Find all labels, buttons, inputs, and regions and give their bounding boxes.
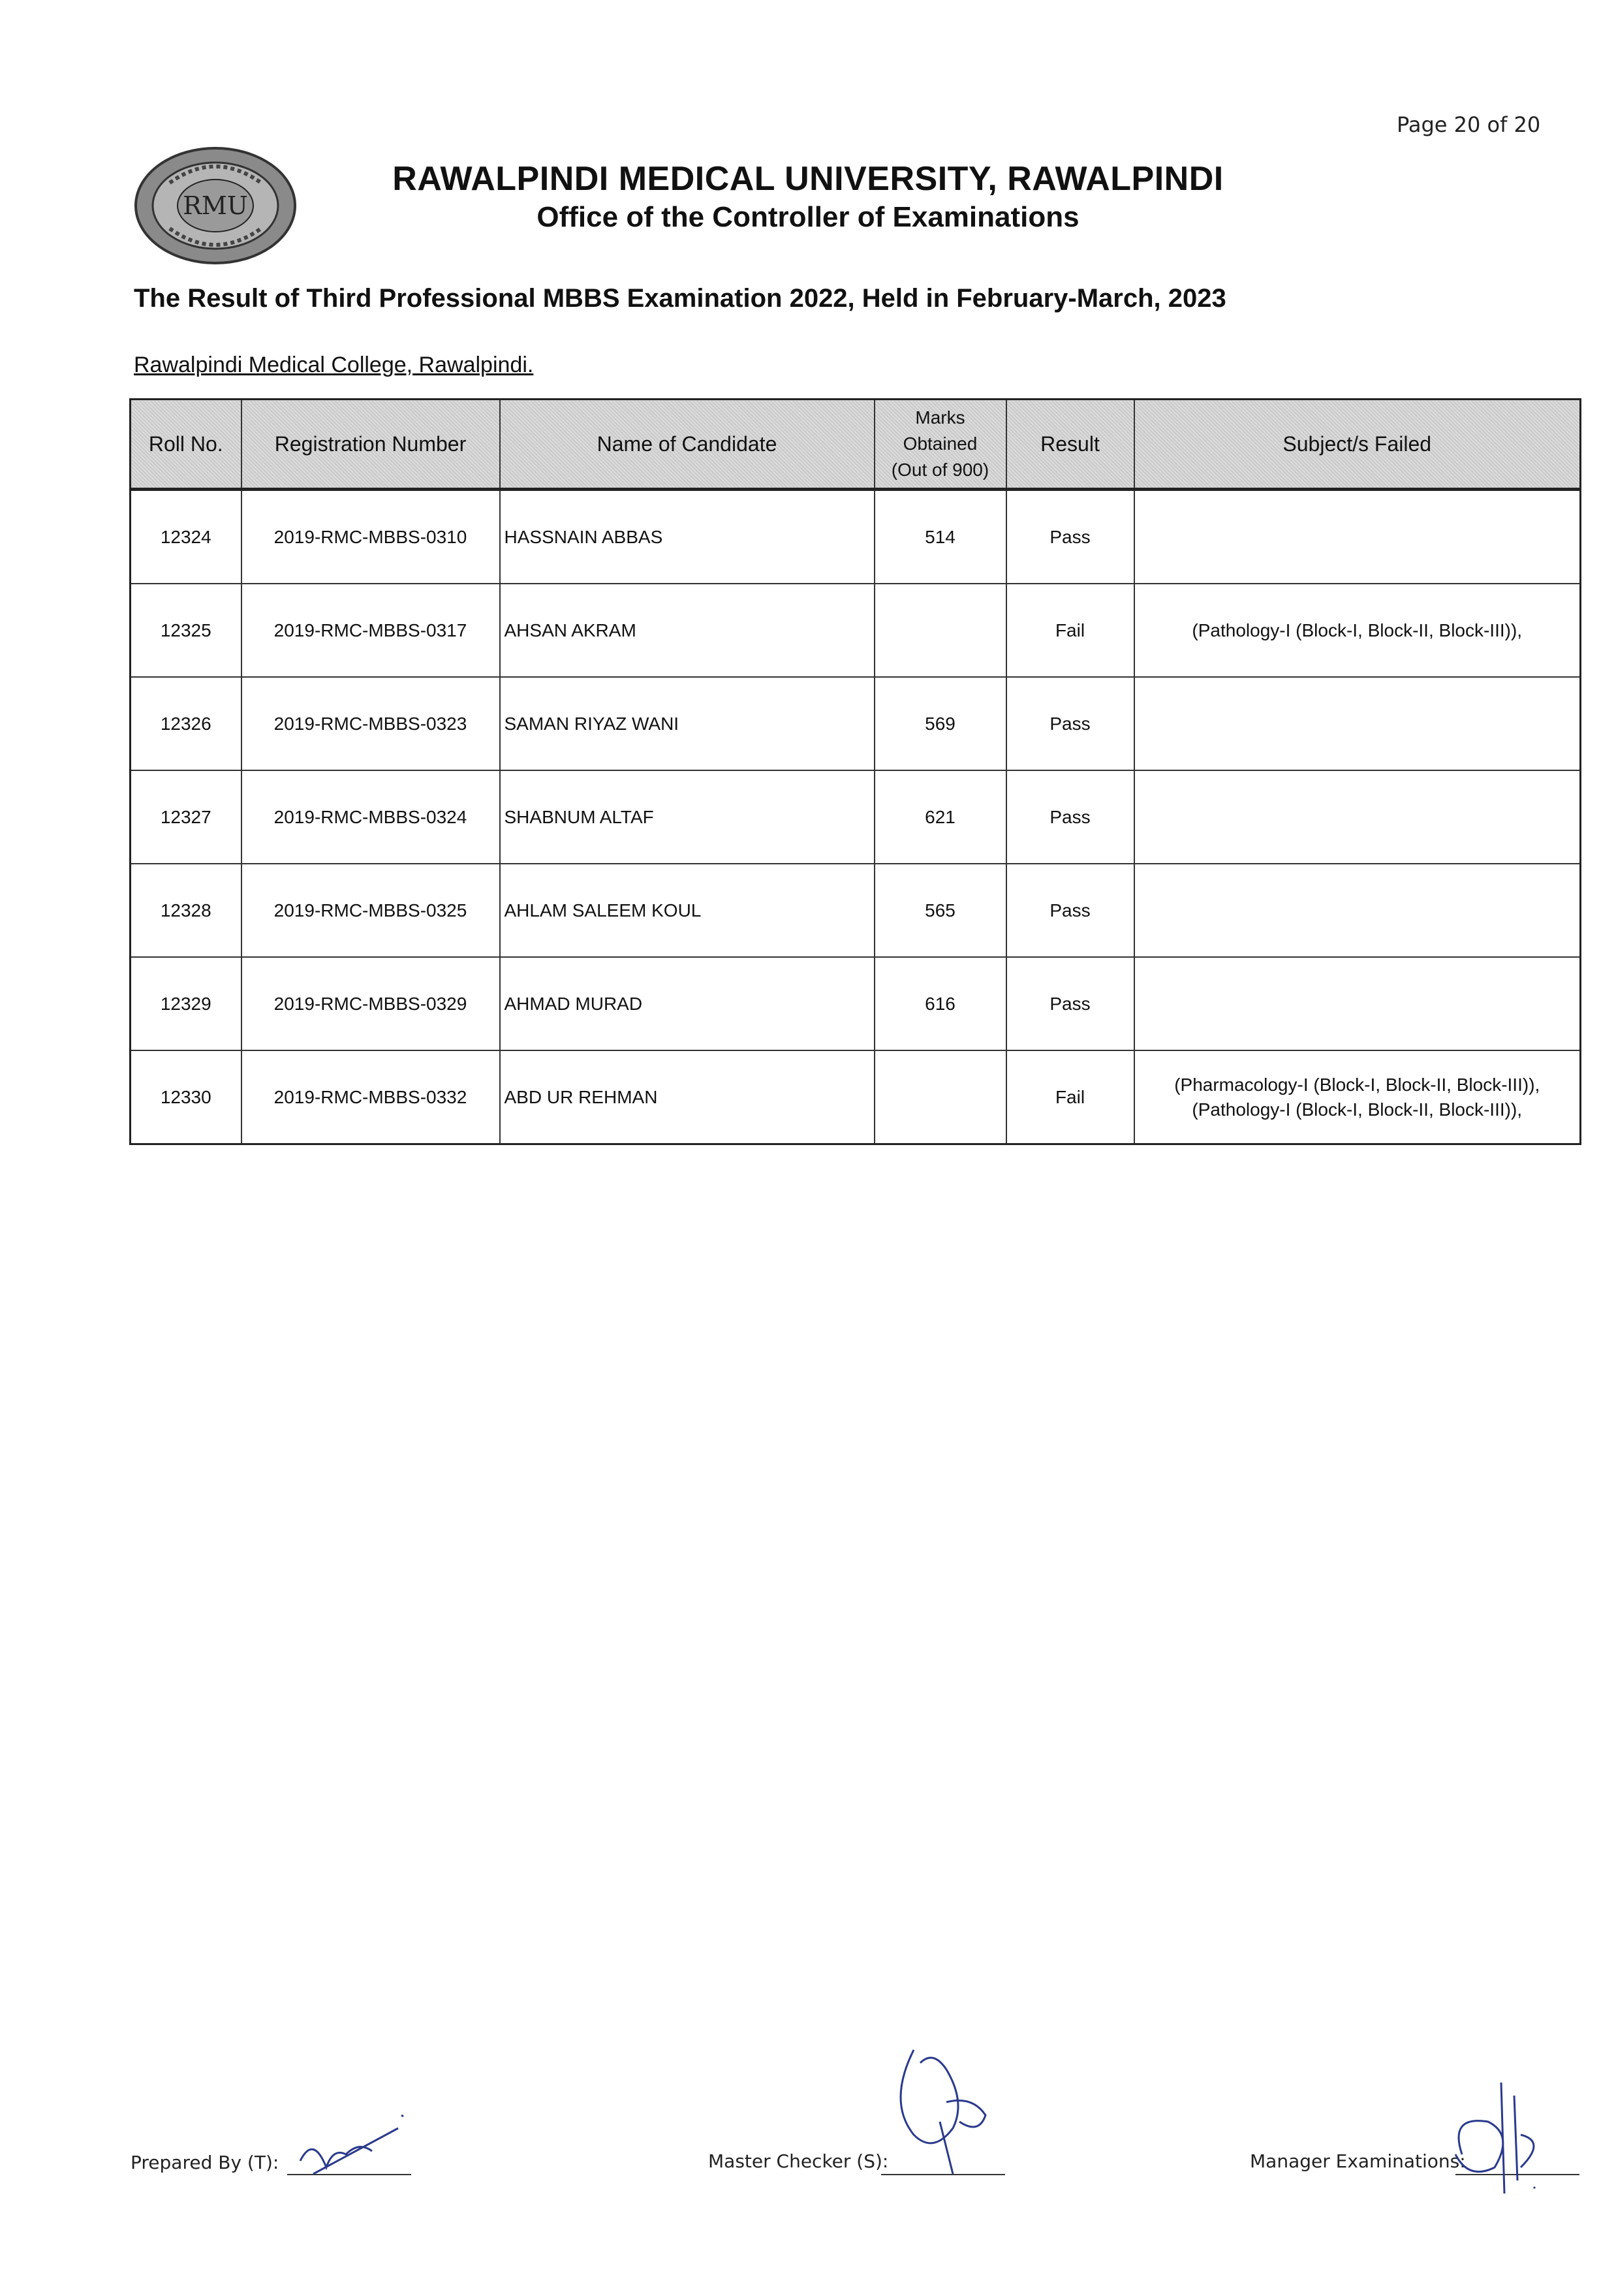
roll-no-cell: 12330 [131, 1050, 241, 1144]
master-checker-label: Master Checker (S): [708, 2150, 889, 2172]
candidate-name-cell: HASSNAIN ABBAS [500, 490, 875, 584]
university-name: RAWALPINDI MEDICAL UNIVERSITY, RAWALPINDI [392, 160, 1224, 198]
table-header-row [131, 400, 1581, 490]
subjects-failed-cell [1134, 957, 1581, 1050]
header-result: Result [1006, 400, 1134, 490]
manager-examinations-label: Manager Examinations: [1250, 2150, 1466, 2172]
subjects-failed-cell [1134, 677, 1581, 770]
marks-cell: 565 [875, 864, 1006, 957]
candidate-name-cell: AHSAN AKRAM [500, 584, 875, 677]
result-cell: Pass [1006, 490, 1134, 584]
candidate-name-cell: SHABNUM ALTAF [500, 770, 875, 864]
marks-cell: 514 [875, 490, 1006, 584]
registration-cell: 2019-RMC-MBBS-0325 [241, 864, 500, 957]
registration-cell: 2019-RMC-MBBS-0317 [241, 584, 500, 677]
prepared-by-label: Prepared By (T): [131, 2152, 279, 2173]
subjects-failed-cell [1134, 1050, 1581, 1144]
registration-cell: 2019-RMC-MBBS-0310 [241, 490, 500, 584]
svg-text:RMU: RMU [183, 191, 248, 220]
table-row [131, 1050, 1581, 1144]
header-subjects-failed: Subject/s Failed [1134, 400, 1581, 490]
candidate-name-cell: AHMAD MURAD [500, 957, 875, 1050]
results-table [129, 398, 1581, 1145]
registration-cell: 2019-RMC-MBBS-0324 [241, 770, 500, 864]
result-cell: Pass [1006, 677, 1134, 770]
subjects-failed-cell [1134, 864, 1581, 957]
marks-cell [875, 584, 1006, 677]
college-name: Rawalpindi Medical College, Rawalpindi. [134, 353, 534, 377]
header-marks-line1: Marks [915, 407, 965, 428]
registration-cell: 2019-RMC-MBBS-0323 [241, 677, 500, 770]
marks-cell: 569 [875, 677, 1006, 770]
failed-line1: (Pathology-I (Block-I, Block-II, Block-III)), [1192, 620, 1523, 640]
header-name-of-candidate: Name of Candidate [500, 400, 875, 490]
result-cell: Fail [1006, 584, 1134, 677]
roll-no-cell: 12329 [131, 957, 241, 1050]
header-registration-number: Registration Number [241, 400, 500, 490]
master-checker-signature-icon [875, 2043, 1018, 2187]
failed-line2: (Pathology-I (Block-I, Block-II, Block-III)), [1192, 1099, 1523, 1120]
candidate-name-cell: AHLAM SALEEM KOUL [500, 864, 875, 957]
header-roll-no: Roll No. [131, 400, 241, 490]
result-cell: Pass [1006, 770, 1134, 864]
subjects-failed-cell [1134, 770, 1581, 864]
roll-no-cell: 12325 [131, 584, 241, 677]
header-marks-obtained [875, 400, 1006, 490]
table-row [131, 584, 1581, 677]
result-cell: Pass [1006, 957, 1134, 1050]
table-row [131, 864, 1581, 957]
roll-no-cell: 12326 [131, 677, 241, 770]
manager-signature-icon [1423, 2069, 1566, 2213]
header-marks-line2: Obtained [903, 433, 978, 454]
table-row [131, 490, 1581, 584]
header-marks-line3: (Out of 900) [891, 460, 989, 480]
result-cell: Fail [1006, 1050, 1134, 1144]
page-number: Page 20 of 20 [1397, 112, 1541, 137]
prepared-by-signature-icon [287, 2089, 418, 2180]
table-row [131, 770, 1581, 864]
candidate-name-cell: SAMAN RIYAZ WANI [500, 677, 875, 770]
registration-cell: 2019-RMC-MBBS-0329 [241, 957, 500, 1050]
result-cell: Pass [1006, 864, 1134, 957]
subjects-failed-cell [1134, 490, 1581, 584]
marks-cell [875, 1050, 1006, 1144]
failed-line1: (Pharmacology-I (Block-I, Block-II, Block-III)), [1174, 1074, 1540, 1095]
roll-no-cell: 12328 [131, 864, 241, 957]
table-row [131, 957, 1581, 1050]
marks-cell: 621 [875, 770, 1006, 864]
subjects-failed-cell [1134, 584, 1581, 677]
roll-no-cell: 12327 [131, 770, 241, 864]
office-title: Office of the Controller of Examinations [536, 201, 1080, 233]
registration-cell: 2019-RMC-MBBS-0332 [241, 1050, 500, 1144]
marks-cell: 616 [875, 957, 1006, 1050]
roll-no-cell: 12324 [131, 490, 241, 584]
candidate-name-cell: ABD UR REHMAN [500, 1050, 875, 1144]
result-title: The Result of Third Professional MBBS Examination 2022, Held in February-March, 2023 [134, 284, 1226, 313]
table-row [131, 677, 1581, 770]
